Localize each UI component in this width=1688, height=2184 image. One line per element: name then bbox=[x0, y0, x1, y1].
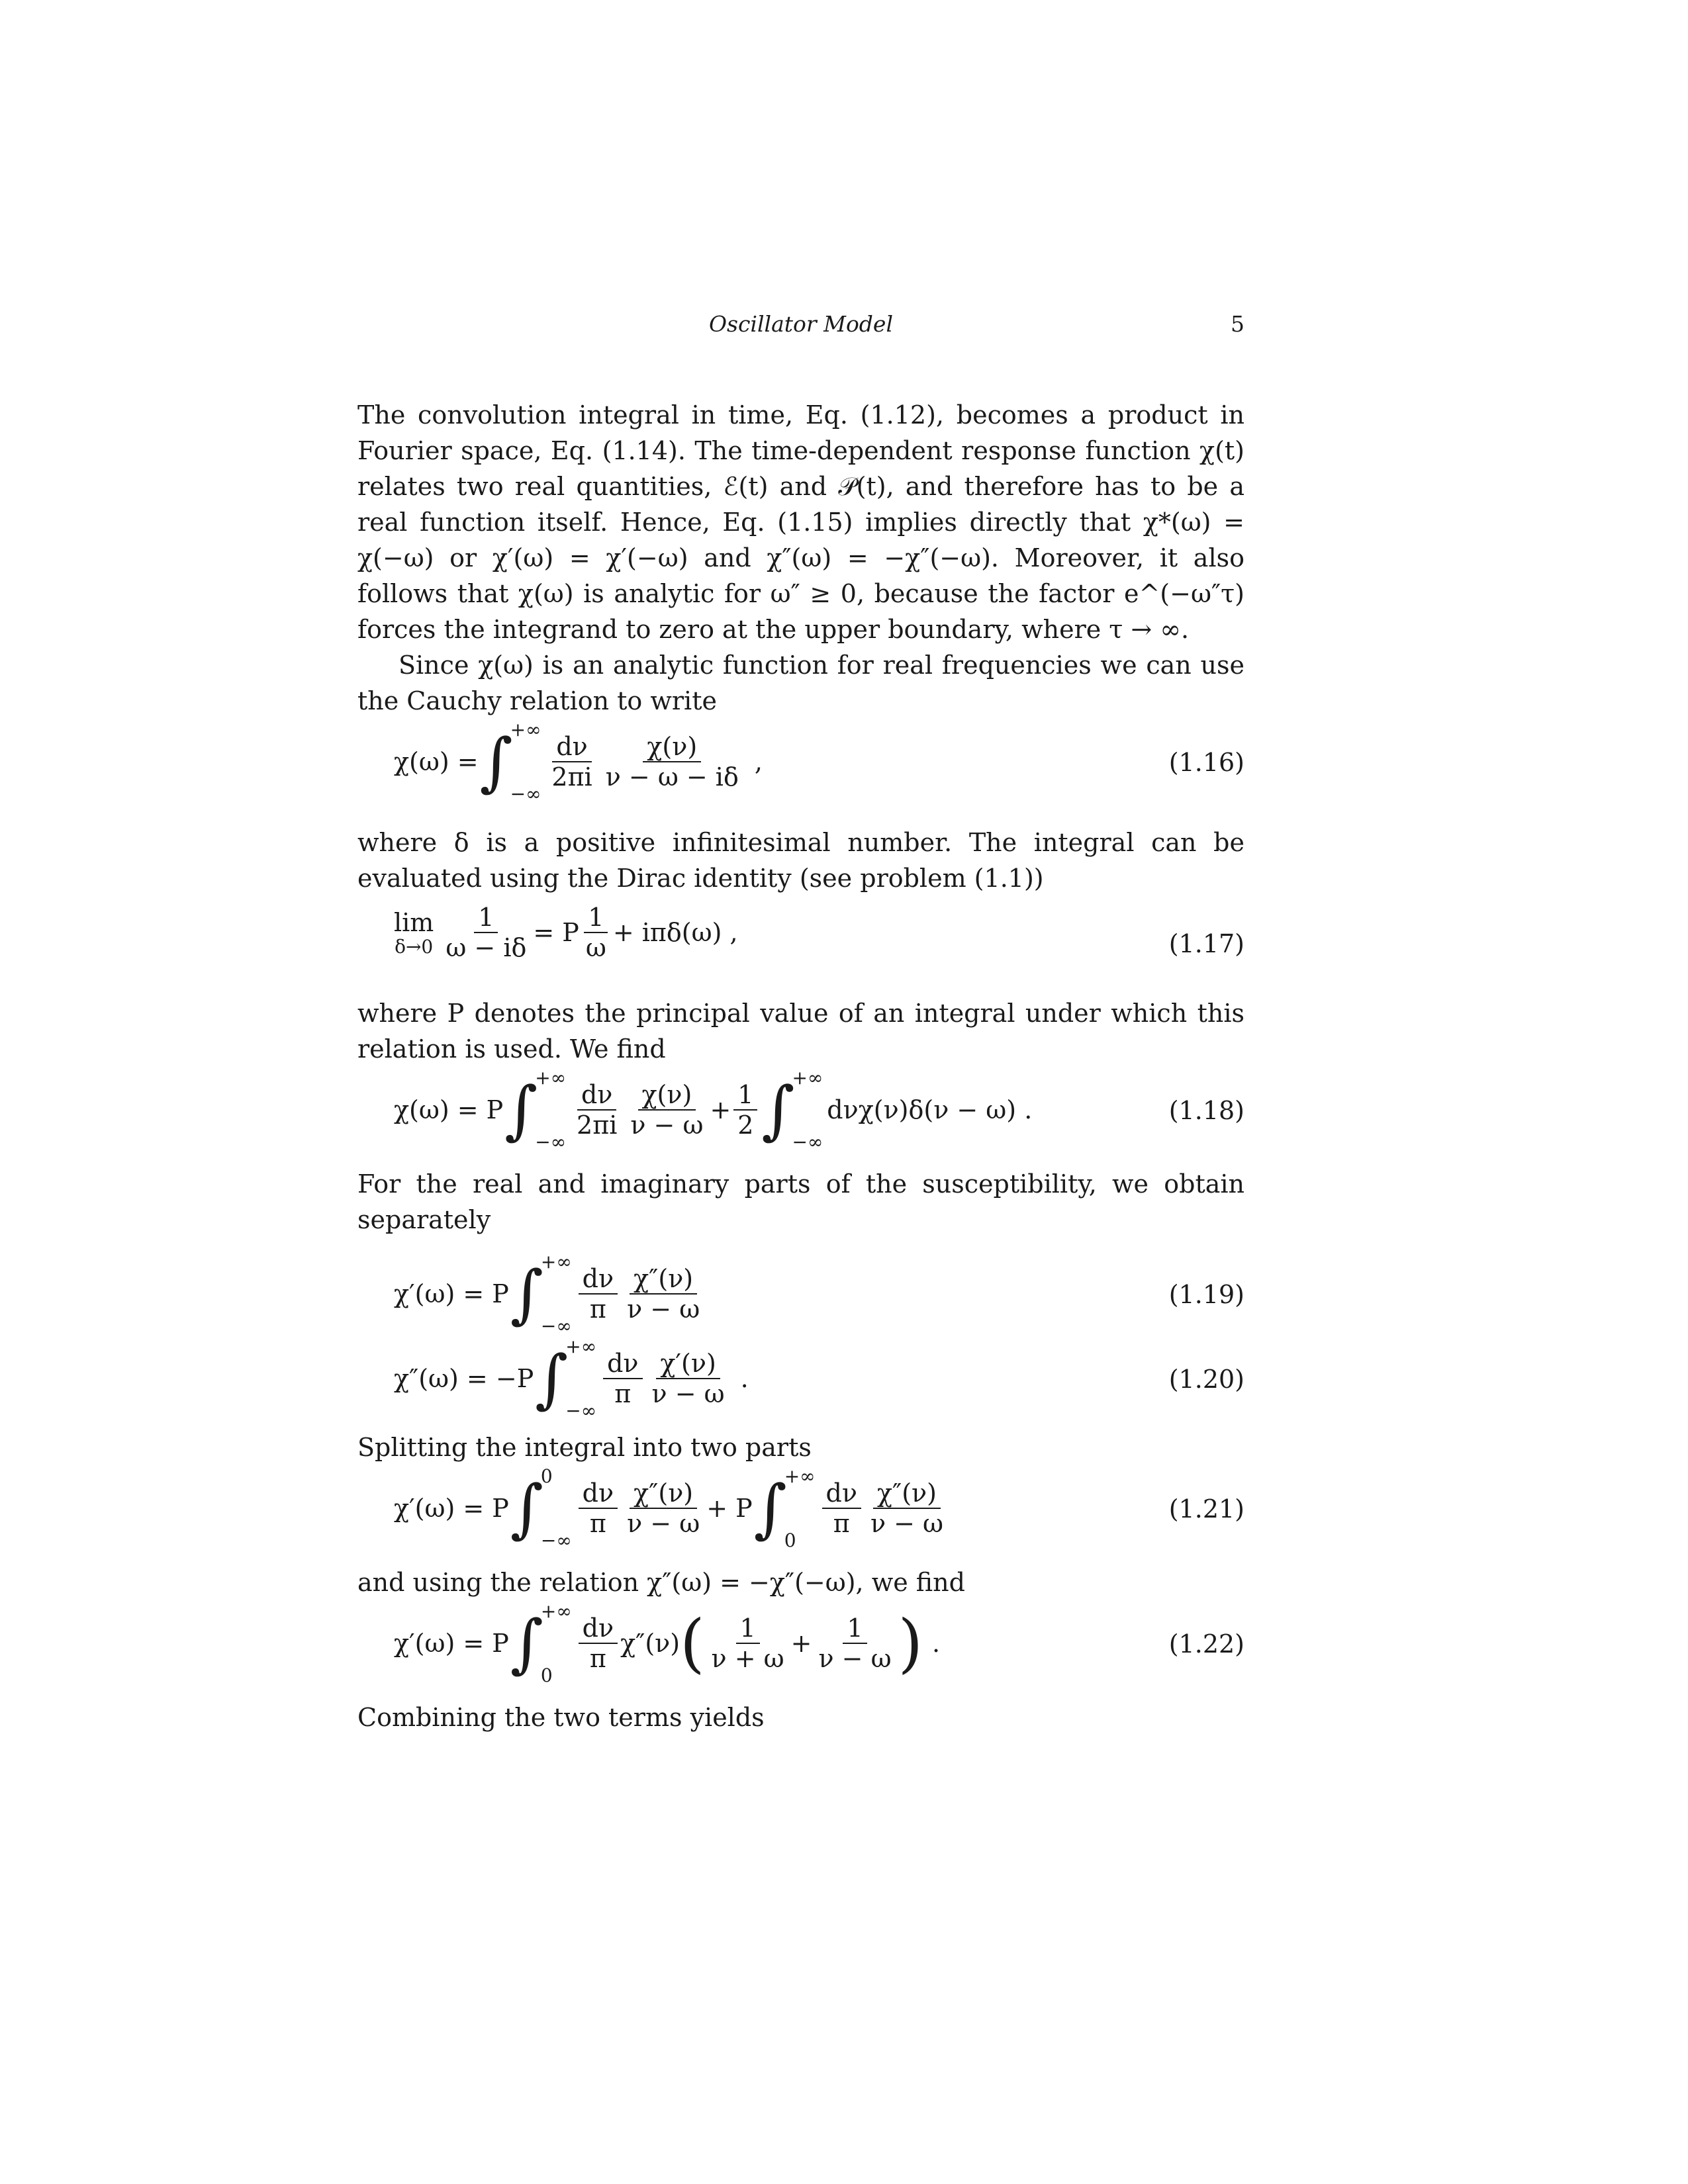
equation-number: (1.18) bbox=[1168, 1096, 1244, 1125]
paragraph: where P denotes the principal value of an integral under which this relation is used. We find bbox=[357, 999, 1244, 1064]
eq-lhs: χ(ω) = bbox=[394, 747, 479, 776]
paragraph: Combining the two terms yields bbox=[357, 1703, 765, 1732]
equation-1-17: lim δ→0 $\frac{1}{\omega - i\delta}$ = P $\frac{1}{\omega}$ + iπδ(ω) , (1.17) bbox=[394, 903, 1244, 962]
running-head bbox=[357, 311, 1244, 351]
equation-number: (1.17) bbox=[1168, 929, 1244, 958]
equation-number: (1.20) bbox=[1168, 1365, 1244, 1394]
page-number: 5 bbox=[1231, 311, 1244, 337]
paragraph: Since χ(ω) is an analytic function for real frequencies we can use the Cauchy relation to write bbox=[357, 651, 1244, 715]
equation-1-16: χ(ω) = ∫ +∞ −∞ $\frac{d\nu}{2\pi i}$ $\frac{\chi(\nu)}{\nu - \omega - i\delta}$ , (1.16) bbox=[394, 719, 1244, 805]
paragraph: and using the relation χ″(ω) = −χ″(−ω), we find bbox=[357, 1568, 965, 1597]
paragraph: The convolution integral in time, Eq. (1.12), becomes a product in Fourier space, Eq. (1.14). The time-dependent response function χ(t) relates two real quantities, ℰ(t) and 𝒫(t), and therefore has to be a real function itself. Hence, Eq. (1.15) implies directly that χ*(ω) = χ(−ω) or χ′(ω) = χ′(−ω) and χ″(ω) = −χ″(−ω). Moreover, it also follows that χ(ω) is analytic for ω″ ≥ 0, because the factor e^(−ω″τ) forces the integrand to zero at the upper boundary, where τ → ∞. bbox=[357, 400, 1244, 644]
integral: ∫ +∞ −∞ bbox=[479, 719, 541, 805]
paragraph: Splitting the integral into two parts bbox=[357, 1433, 812, 1462]
equation-number: (1.22) bbox=[1168, 1629, 1244, 1659]
equation-number: (1.19) bbox=[1168, 1280, 1244, 1309]
paragraph: For the real and imaginary parts of the susceptibility, we obtain separately bbox=[357, 1169, 1244, 1234]
paragraph: where δ is a positive infinitesimal number. The integral can be evaluated using the Dirac identity (see problem (1.1)) bbox=[357, 828, 1244, 893]
equation-1-19-1-20: χ′(ω) = P ∫ +∞ −∞ $\frac{d\nu}{\pi}$ $\frac{\chi''(\nu)}{\nu - \omega}$ (1.19) χ″(ω) = −P ∫ +∞ −∞ $\frac{d\nu}{\pi}$ $\frac{\chi'(\nu)}{\nu - \omega}$ . (1.20) bbox=[394, 1251, 1244, 1422]
equation-number: (1.21) bbox=[1168, 1494, 1244, 1524]
running-title: Oscillator Model bbox=[708, 311, 894, 337]
equation-1-21: χ′(ω) = P ∫ 0 −∞ $\frac{d\nu}{\pi}$ $\frac{\chi''(\nu)}{\nu - \omega}$ + P ∫ +∞ 0 $\frac{d\nu}{\pi}$ $\frac{\chi''(\nu)}{\nu - \omega}$ (1.21) bbox=[394, 1465, 1244, 1551]
equation-1-18: χ(ω) = P ∫ +∞ −∞ $\frac{d\nu}{2\pi i}$ $\frac{\chi(\nu)}{\nu - \omega}$ + $\frac{1}{2}$ ∫ +∞ −∞ dνχ(ν)δ(ν − ω) . (1.18) bbox=[394, 1067, 1244, 1153]
page bbox=[357, 311, 1244, 1735]
equation-1-22: χ′(ω) = P ∫ +∞ 0 $\frac{d\nu}{\pi}$ χ″(ν) ( $\frac{1}{\nu + \omega}$ + $\frac{1}{\nu - \omega}$ ) . (1.22) bbox=[394, 1600, 1244, 1686]
equation-number: (1.16) bbox=[1168, 748, 1244, 777]
